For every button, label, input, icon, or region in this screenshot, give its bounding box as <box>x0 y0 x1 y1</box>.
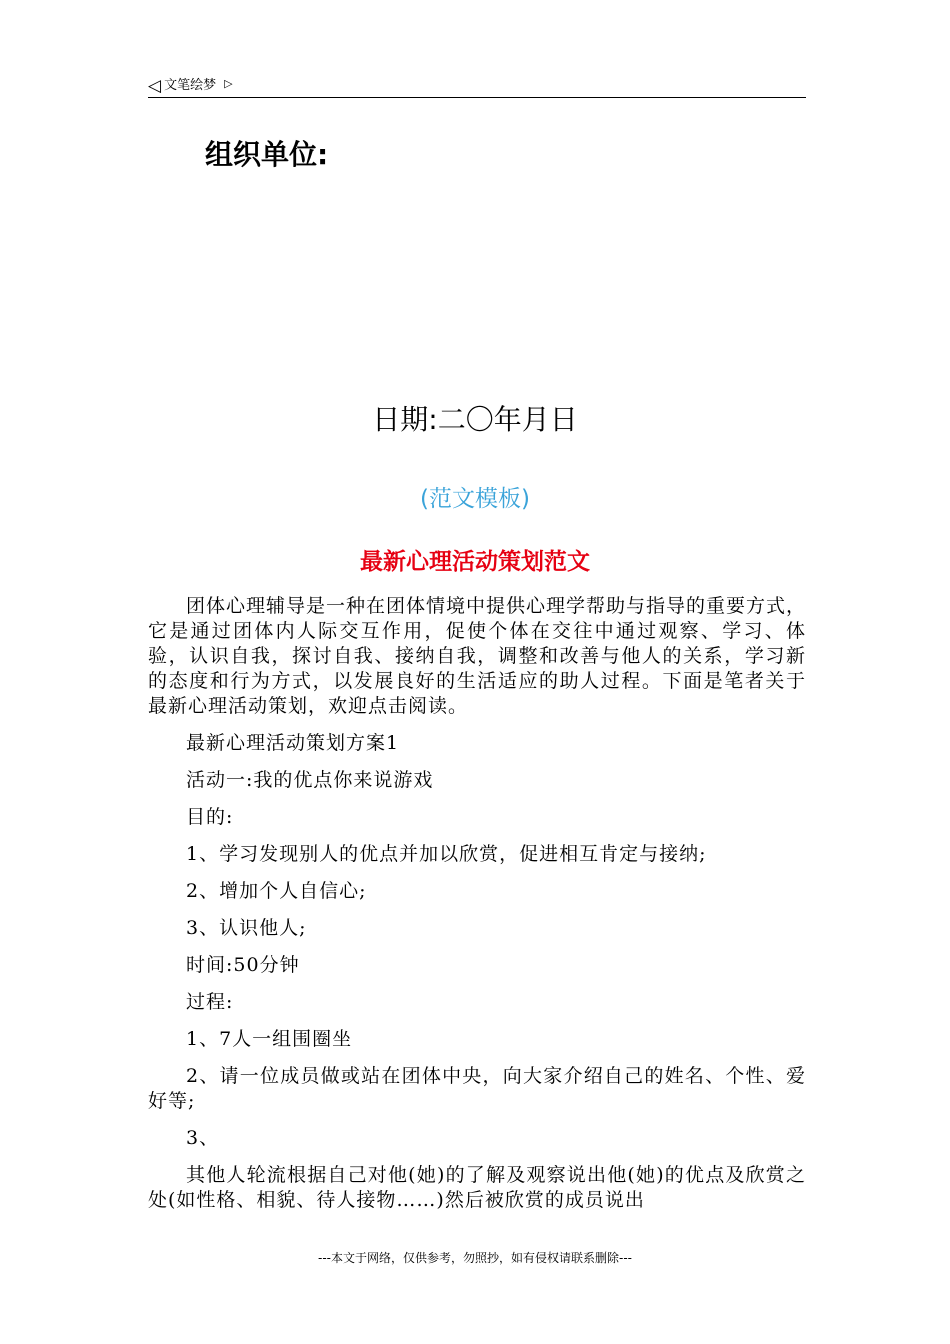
date-label: 日期:二〇年月日 <box>372 403 578 436</box>
header-text: 文笔绘梦 <box>164 78 217 93</box>
paragraph: 3、 <box>186 1127 220 1149</box>
paragraph: 2、增加个人自信心; <box>186 880 367 902</box>
paragraph: 最新心理活动策划方案1 <box>186 732 400 754</box>
document-body <box>148 594 806 1213</box>
paragraph: 2、请一位成员做或站在团体中央，向大家介绍自己的姓名、个性、爱好等; <box>148 1065 806 1112</box>
paragraph: 时间:50分钟 <box>186 954 300 976</box>
document-title: 最新心理活动策划范文 <box>360 549 590 575</box>
paragraph: 活动一:我的优点你来说游戏 <box>186 769 434 791</box>
paragraph: 过程: <box>186 991 234 1013</box>
paragraph: 团体心理辅导是一种在团体情境中提供心理学帮助与指导的重要方式，它是通过团体内人际交互作用，促使个体在交往中通过观察、学习、体验，认识自我，探讨自我、接纳自我，调整和改善与他人的关系，学习新的态度和行为方式，以发展良好的生活适应的助人过程。下面是笔者关于最新心理活动策划，欢迎点击阅读。 <box>148 595 807 717</box>
left-triangle-icon: ◁ <box>148 76 162 96</box>
template-tag: (范文模板) <box>420 486 530 512</box>
right-triangle-icon: ▷ <box>224 77 233 90</box>
paragraph: 其他人轮流根据自己对他(她)的了解及观察说出他(她)的优点及欣赏之处(如性格、相貌、待人接物……)然后被欣赏的成员说出 <box>148 1164 806 1211</box>
organization-label: 组织单位: <box>205 138 329 171</box>
paragraph: 1、学习发现别人的优点并加以欣赏，促进相互肯定与接纳; <box>186 843 707 865</box>
page-header <box>148 74 233 96</box>
paragraph: 目的: <box>186 806 234 828</box>
page-footer: ---本文于网络，仅供参考，勿照抄，如有侵权请联系删除--- <box>318 1251 632 1265</box>
paragraph: 1、7人一组围圈坐 <box>186 1028 353 1050</box>
header-rule <box>148 97 806 98</box>
paragraph: 3、认识他人; <box>186 917 307 939</box>
